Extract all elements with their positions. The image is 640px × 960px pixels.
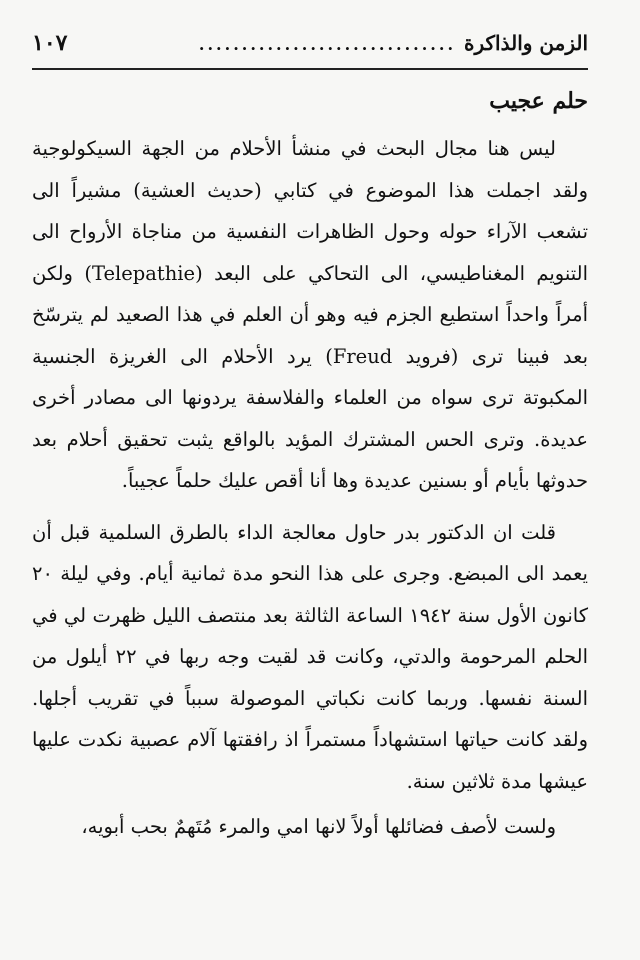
paragraph-2: قلت ان الدكتور بدر حاول معالجة الداء بالطرق السلمية قبل أن يعمد الى المبضع. وجرى على هذا النحو مدة ثمانية أيام. وفي ليلة ٢٠ كانون الأول سنة ١٩٤٢ الساعة الثالثة بعد منتصف الليل ظهرت لي في الحلم المرحومة والدتي، وكانت قد لقيت وجه ربها في ٢٢ أيلول من السنة نفسها. وربما كانت نكباتي الموصولة سبباً في تقريب أجلها. ولقد كانت حياتها استشهاداً مستمراً اذ رافقتها آلام عصبية نكدت عليها عيشها مدة ثلاثين سنة. [32,520,588,793]
page-number: ١٠٧ [32,30,68,56]
paragraph-3: ولست لأصف فضائلها أولاً لانها امي والمرء مُتَهمٌ بحب أبويه، [81,815,556,838]
paragraph-1: ليس هنا مجال البحث في منشأ الأحلام من الجهة السيكولوجية ولقد اجملت هذا الموضوع في كتابي (حديث العشية) مشيراً الى تشعب الآراء حوله وحول الظاهرات النفسية من مناجاة الأرواح الى التنويم المغناطيسي، الى التحاكي على البعد (Telepathie) ولكن أمراً واحداً استطيع الجزم فيه وهو أن العلم في هذا الصعيد لم يترسّخ بعد فبينا ترى (فرويد Freud) يرد الأحلام الى الغريزة الجنسية المكبوتة ترى سواه من العلماء والفلاسفة يردونها الى مصادر أخرى عديدة. وترى الحس المشترك المؤيد بالواقع يثبت تحقيق أحلام بعد حدوثها بأيام أو بسنين عديدة وها أنا أقص عليك حلماً عجيباً. [32,137,588,492]
section-heading: حلم عجيب [489,88,588,114]
header-rule [32,68,588,70]
running-header [32,30,588,68]
dot-leader: .............................. [198,35,457,54]
running-title: الزمن والذاكرة [464,31,588,55]
